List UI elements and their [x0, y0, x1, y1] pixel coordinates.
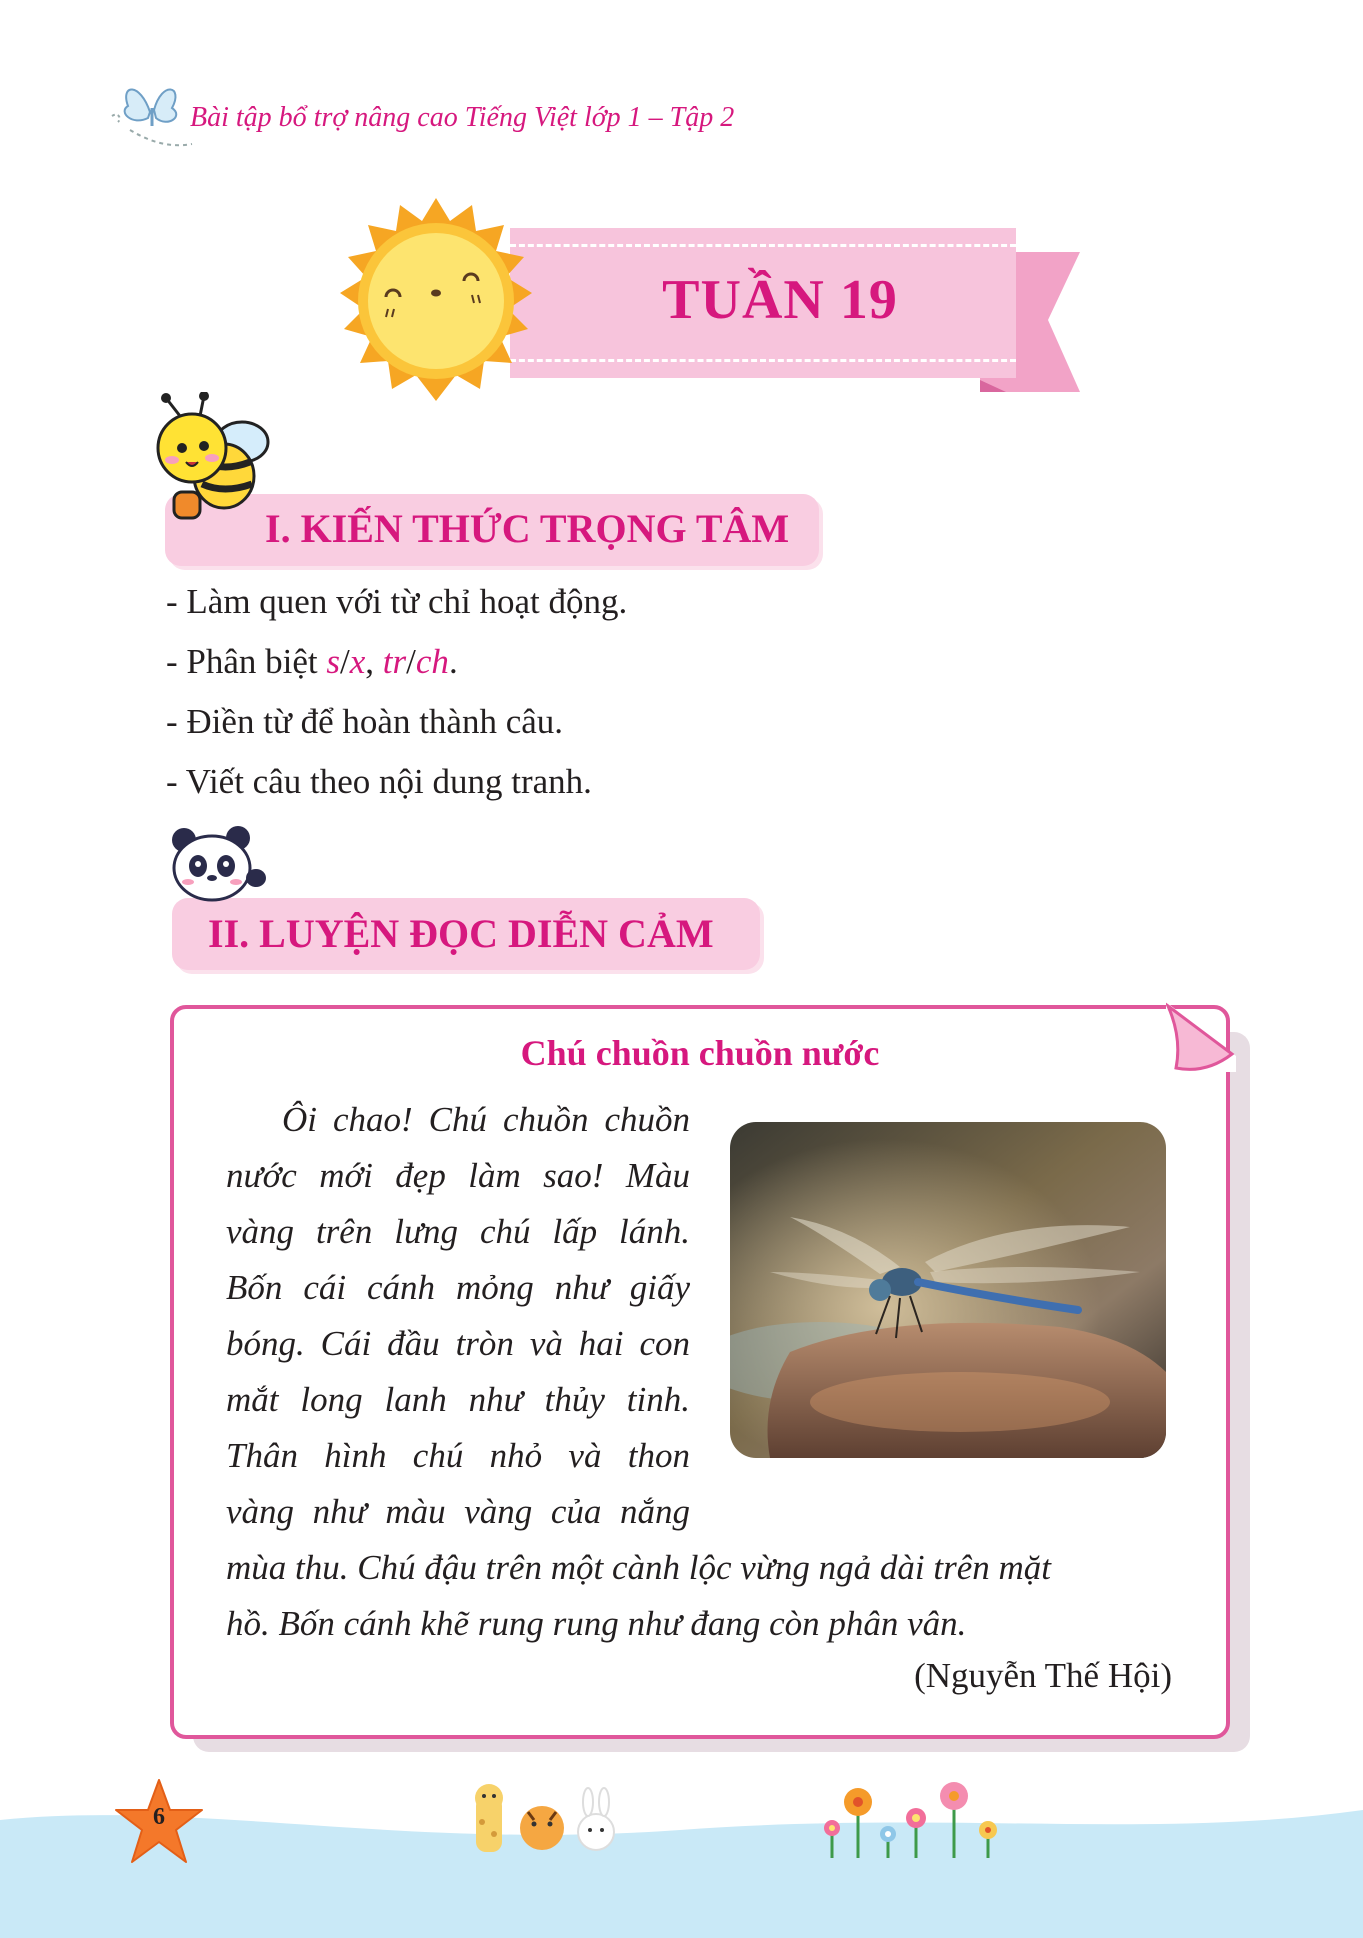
reading-line: Bốn cái cánh mỏng như giấy — [226, 1268, 690, 1307]
reading-line: bóng. Cái đầu tròn và hai con — [226, 1324, 690, 1363]
reading-text-full — [226, 1540, 1172, 1652]
objective-item-1: - Làm quen với từ chỉ hoạt động. — [166, 582, 628, 621]
reading-line: hồ. Bốn cánh khẽ rung rung như đang còn phân vân. — [226, 1604, 967, 1643]
reading-line: Ôi chao! Chú chuồn chuồn — [282, 1100, 690, 1139]
reading-line: vàng trên lưng chú lấp lánh. — [226, 1212, 690, 1251]
page-number: 6 — [153, 1804, 165, 1830]
objective-item-4: - Viết câu theo nội dung tranh. — [166, 762, 592, 801]
reading-title: Chú chuồn chuồn nước — [520, 1033, 880, 1073]
reading-line: Thân hình chú nhỏ và thon — [226, 1436, 690, 1475]
smiling-sun-icon — [318, 198, 554, 404]
section2-title: II. LUYỆN ĐỌC DIỄN CẢM — [208, 911, 714, 956]
section1-title: I. KIẾN THỨC TRỌNG TÂM — [265, 506, 790, 551]
reading-author: (Nguyễn Thế Hội) — [914, 1656, 1172, 1695]
flowers-icon — [812, 1778, 1020, 1858]
dragonfly-photo — [730, 1122, 1166, 1458]
reading-line: vàng như màu vàng của nắng — [226, 1492, 690, 1531]
reading-line: nước mới đẹp làm sao! Màu — [226, 1156, 690, 1195]
week-title: TUẦN 19 — [662, 269, 898, 331]
footer-wave — [0, 1780, 1363, 1938]
book-title: Bài tập bổ trợ nâng cao Tiếng Việt lớp 1 – Tập 2 — [190, 102, 735, 133]
objective-item-3: - Điền từ để hoàn thành câu. — [166, 702, 564, 741]
reading-line: mùa thu. Chú đậu trên một cành lộc vừng ngả dài trên mặt — [226, 1548, 1051, 1587]
butterfly-icon — [110, 72, 196, 152]
giraffe-tiger-rabbit-icons — [470, 1782, 630, 1854]
bee-icon — [146, 392, 276, 530]
objective-item-2: - Phân biệt s/x, tr/ch. — [166, 642, 458, 681]
reading-text-column — [226, 1092, 690, 1540]
panda-icon — [168, 826, 268, 904]
reading-line: mắt long lanh như thủy tinh. — [226, 1380, 690, 1419]
